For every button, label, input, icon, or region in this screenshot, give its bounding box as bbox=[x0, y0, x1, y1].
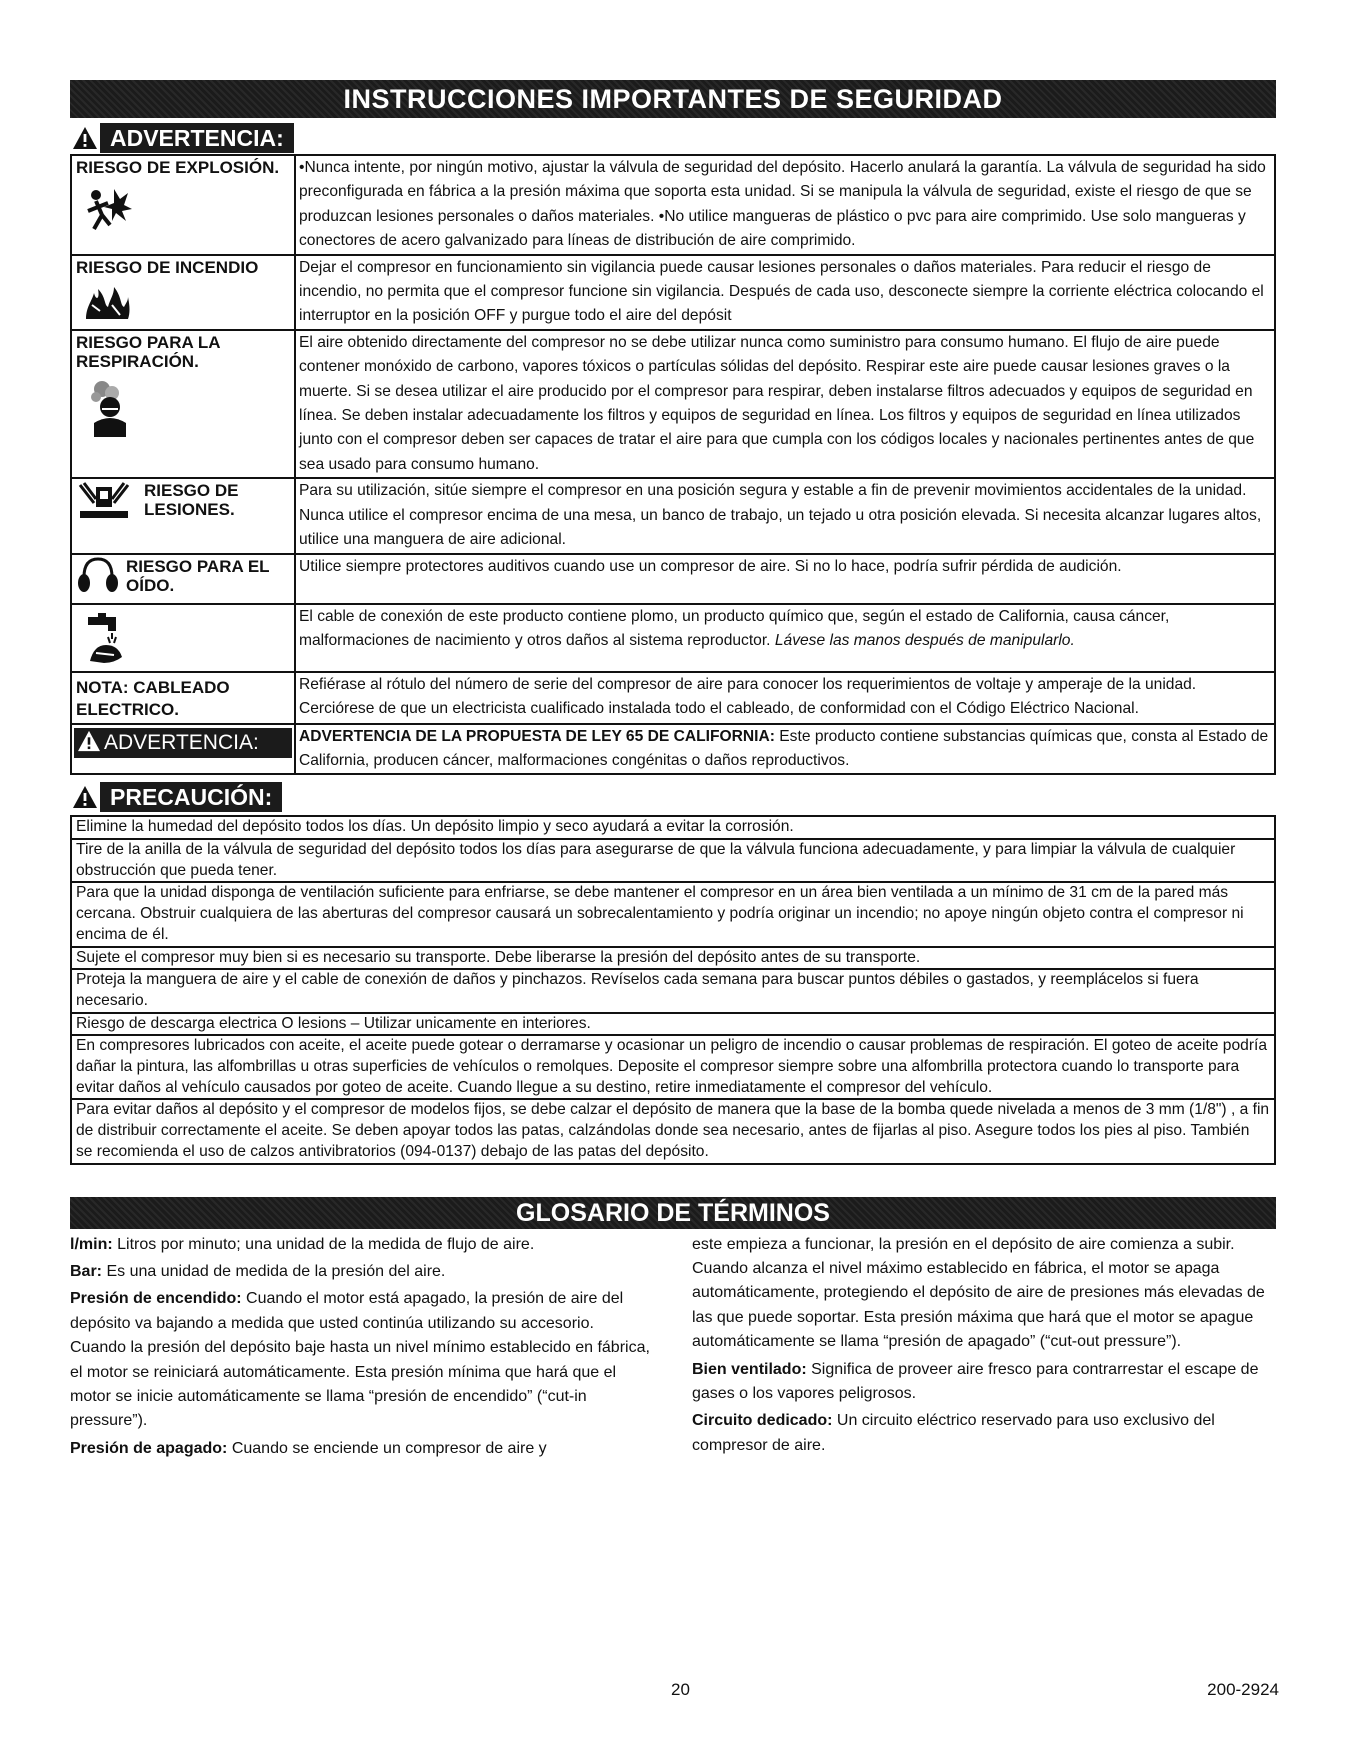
glossary-term: Presión de encendido: bbox=[70, 1290, 242, 1308]
hazard-label: RIESGO DE INCENDIO bbox=[76, 257, 259, 277]
glossary-right-column bbox=[692, 1233, 1276, 1465]
hazard-text: Refiérase al rótulo del número de serie del compresor de aire para conocer los requerimientos de voltaje y amperaje de la unidad. Cerciórese de que un electricista cualificado instalada todo el cableado, de conformidad con el Código Eléctrico Nacional. bbox=[295, 672, 1275, 724]
hazard-row-hearing bbox=[71, 554, 1275, 604]
glossary-entry bbox=[70, 1287, 654, 1433]
hazard-label: NOTA: CABLEADO ELECTRICO. bbox=[76, 677, 230, 719]
glossary-entry bbox=[70, 1233, 654, 1257]
caution-label: PRECAUCIÓN: bbox=[100, 782, 282, 812]
hazard-label-cell bbox=[71, 478, 295, 553]
glossary-entry bbox=[70, 1260, 654, 1284]
caution-item: En compresores lubricados con aceite, el aceite puede gotear o derramarse y ocasionar un peligro de incendio o causar problemas de respiración. El goteo de aceite podría dañar la pintura, las alfombrillas u otras superficies de vehículos o remolques. Deposite el compresor siempre sobre una alfombrilla protectora cuando lo transporte para evitar daños al vehículo causados por goteo de aceite. Cuando llegue a su destino, retire inmediatamente el compresor del vehículo. bbox=[71, 1035, 1275, 1099]
glossary-term: l/min: bbox=[70, 1235, 113, 1253]
hazard-row-fire bbox=[71, 255, 1275, 330]
hearing-icon bbox=[76, 557, 120, 601]
fire-icon bbox=[84, 285, 290, 323]
prop65-text: Este producto contiene substancias químicas que, consta al Estado de California, producen cáncer, malformaciones congénitas o daños reproductivos. bbox=[299, 727, 1269, 769]
glossary-left-column bbox=[70, 1233, 654, 1465]
glossary-def: Un circuito eléctrico reservado para uso exclusivo del compresor de aire. bbox=[692, 1412, 1215, 1454]
wash-hands-icon bbox=[84, 611, 290, 669]
glossary-entry bbox=[70, 1437, 654, 1461]
caution-item: Sujete el compresor muy bien si es necesario su transporte. Debe liberarse la presión del depósito antes de su transporte. bbox=[71, 947, 1275, 970]
hazard-label: RIESGO PARA EL OÍDO. bbox=[126, 556, 270, 595]
prop65-label-cell bbox=[71, 724, 295, 775]
glossary-term: Bien ventilado: bbox=[692, 1360, 807, 1378]
caution-row bbox=[71, 1099, 1275, 1163]
hazard-label-cell bbox=[71, 604, 295, 672]
caution-row bbox=[71, 947, 1275, 970]
warning-triangle-icon bbox=[70, 124, 100, 152]
caution-row bbox=[71, 1013, 1275, 1036]
warning-triangle-icon bbox=[70, 783, 100, 811]
caution-item: Proteja la manguera de aire y el cable de conexión de daños y pinchazos. Revíselos cada semana para buscar puntos débiles o gastados, y reemplácelos si fuera necesario. bbox=[71, 969, 1275, 1012]
caution-item: Tire de la anilla de la válvula de seguridad del depósito todos los días para asegurarse de que la válvula funciona adecuadamente, y para limpiar la válvula de cualquier obstrucción que pueda tener. bbox=[71, 839, 1275, 882]
glossary-title: GLOSARIO DE TÉRMINOS bbox=[70, 1197, 1276, 1229]
hazard-row-wiring bbox=[71, 672, 1275, 724]
caution-row bbox=[71, 839, 1275, 882]
prop65-label: ADVERTENCIA: bbox=[104, 731, 259, 754]
hazard-label-cell bbox=[71, 554, 295, 604]
hazard-text-italic: Lávese las manos después de manipularlo. bbox=[774, 631, 1075, 649]
hazard-row-lead bbox=[71, 604, 1275, 672]
prop65-text-cell bbox=[295, 724, 1275, 775]
hazard-label-cell bbox=[71, 672, 295, 724]
prop65-row bbox=[71, 724, 1275, 775]
caution-row bbox=[71, 882, 1275, 946]
hazard-label: RIESGO DE EXPLOSIÓN. bbox=[76, 158, 280, 177]
glossary bbox=[70, 1233, 1276, 1465]
hazard-text: •Nunca intente, por ningún motivo, ajustar la válvula de seguridad del depósito. Hacerlo anulará la garantía. La válvula de seguridad ha sido preconfigurada en fábrica a la presión máxima que soporta esta unidad. Si se manipula la válvula de seguridad, existe el riesgo de que se produzcan lesiones personales o daños materiales. •No utilice mangueras de plástico o pvc para aire comprimido. Use solo mangueras y conectores de acero galvanizado para líneas de distribución de aire comprimido. bbox=[295, 155, 1275, 255]
caution-item: Riesgo de descarga electrica O lesions – Utilizar unicamente en interiores. bbox=[71, 1013, 1275, 1036]
hazard-label-cell bbox=[71, 255, 295, 330]
hazard-text: Utilice siempre protectores auditivos cuando use un compresor de aire. Si no lo hace, podría sufrir pérdida de audición. bbox=[295, 554, 1275, 604]
page-number: 20 bbox=[671, 1680, 690, 1699]
injury-icon bbox=[76, 481, 132, 525]
glossary-entry bbox=[692, 1409, 1276, 1458]
hazard-label: RIESGO DE LESIONES. bbox=[144, 481, 239, 520]
hazard-table bbox=[70, 154, 1276, 775]
caution-row bbox=[71, 816, 1275, 839]
explosion-icon bbox=[84, 185, 290, 235]
document-code: 200-2924 bbox=[1207, 1680, 1279, 1699]
prop65-bold: ADVERTENCIA DE LA PROPUESTA DE LEY 65 DE CALIFORNIA: bbox=[299, 727, 775, 745]
glossary-term: Bar: bbox=[70, 1262, 103, 1280]
glossary-def: Cuando el motor está apagado, la presión de aire del depósito va bajando a medida que usted continúa utilizando su accesorio. Cuando la presión del depósito baje hasta un nivel mínimo establecido en fábrica, el motor se reiniciará automáticamente. Esta presión mínima que hará que el motor se inicie automáticamente se llama “presión de encendido” (“cut-in pressure”). bbox=[70, 1290, 650, 1430]
hazard-label: RIESGO PARA LA RESPIRACIÓN. bbox=[76, 332, 220, 371]
warning-label-line bbox=[70, 122, 1276, 154]
hazard-text: Para su utilización, sitúe siempre el compresor en una posición segura y estable a fin de prevenir movimientos accidentales de la unidad. Nunca utilice el compresor encima de una mesa, un banco de trabajo, un tejado u otra posición elevada. Si necesita alcanzar lugares altos, utilice una manguera de aire adicional. bbox=[295, 478, 1275, 553]
hazard-text: El aire obtenido directamente del compresor no se debe utilizar nunca como suministro para consumo humano. El flujo de aire puede contener monóxido de carbono, vapores tóxicos o partículas sólidas del depósito. Respirar este aire puede causar lesiones graves o la muerte. Si se desea utilizar el aire producido por el compresor para respirar, deben instalarse filtros adecuados y equipos de seguridad en línea. Se deben instalar adecuadamente los filtros y equipos de seguridad en línea. Los filtros y equipos de seguridad en línea utilizados junto con el compresor deben ser capaces de tratar el aire para que cumpla con los códigos locales y nacionales pertinentes antes de que sea usado para consumo humano. bbox=[295, 330, 1275, 478]
warning-label: ADVERTENCIA: bbox=[100, 123, 294, 153]
glossary-term: Circuito dedicado: bbox=[692, 1412, 833, 1430]
caution-row bbox=[71, 1035, 1275, 1099]
glossary-entry bbox=[692, 1233, 1276, 1355]
page-title: INSTRUCCIONES IMPORTANTES DE SEGURIDAD bbox=[70, 80, 1276, 118]
glossary-def: este empieza a funcionar, la presión en el depósito de aire comienza a subir. Cuando alcanza el nivel máximo establecido en fábrica, el motor se apaga automáticamente, protegiendo el depósito de aire de presiones más elevadas de las que puede soportar. Esta presión máxima que hará que el motor se apague automáticamente se llama “presión de apagado” (“cut-out pressure”). bbox=[692, 1235, 1265, 1351]
respiration-icon bbox=[84, 379, 290, 441]
glossary-def: Litros por minuto; una unidad de la medida de flujo de aire. bbox=[112, 1235, 535, 1253]
caution-row bbox=[71, 969, 1275, 1012]
caution-item: Elimine la humedad del depósito todos los días. Un depósito limpio y seco ayudará a evitar la corrosión. bbox=[71, 816, 1275, 839]
caution-item: Para que la unidad disponga de ventilación suficiente para enfriarse, se debe mantener el compresor en un área bien ventilada a un mínimo de 31 cm de la pared más cercana. Obstruir cualquiera de las aberturas del compresor causará un sobrecalentamiento y podría originar un incendio; no apoye ningún objeto contra el compresor ni encima de él. bbox=[71, 882, 1275, 946]
hazard-text: El cable de conexión de este producto contiene plomo, un producto químico que, según el estado de California, causa cáncer, malformaciones de nacimiento y otros daños al sistema reproductor. bbox=[299, 607, 1170, 649]
hazard-text: Dejar el compresor en funcionamiento sin vigilancia puede causar lesiones personales o daños materiales. Para reducir el riesgo de incendio, no permita que el compresor funcione sin vigilancia. Después de cada uso, desconecte siempre la corriente eléctrica colocando el interruptor en la posición OFF y purgue todo el aire del depósit bbox=[295, 255, 1275, 330]
hazard-row-respiration bbox=[71, 330, 1275, 478]
glossary-def: Significa de proveer aire fresco para contrarrestar el escape de gases o los vapores peligrosos. bbox=[692, 1360, 1259, 1402]
caution-table bbox=[70, 815, 1276, 1164]
caution-item: Para evitar daños al depósito y el compresor de modelos fijos, se debe calzar el depósito de manera que la base de la bomba quede nivelada a menos de 3 mm (1/8") , a fin de distribuir correctamente el aceite. Se deben apoyar todos las patas, calzándolas donde sea necesario, antes de fijarlas al piso. Asegure todos los pies al piso. También se recomienda el uso de calzos antivibratorios (094-0137) debajo de las patas del depósito. bbox=[71, 1099, 1275, 1163]
glossary-entry bbox=[692, 1358, 1276, 1407]
hazard-label-cell bbox=[71, 330, 295, 478]
caution-label-line bbox=[70, 781, 1276, 813]
hazard-row-injury bbox=[71, 478, 1275, 553]
glossary-def: Es una unidad de medida de la presión del aire. bbox=[102, 1262, 446, 1280]
hazard-row-explosion bbox=[71, 155, 1275, 255]
hazard-label-cell bbox=[71, 155, 295, 255]
warning-triangle-icon bbox=[74, 730, 104, 756]
glossary-def: Cuando se enciende un compresor de aire y bbox=[227, 1439, 547, 1457]
glossary-term: Presión de apagado: bbox=[70, 1439, 228, 1457]
page bbox=[70, 80, 1276, 1464]
hazard-text-cell bbox=[295, 604, 1275, 672]
